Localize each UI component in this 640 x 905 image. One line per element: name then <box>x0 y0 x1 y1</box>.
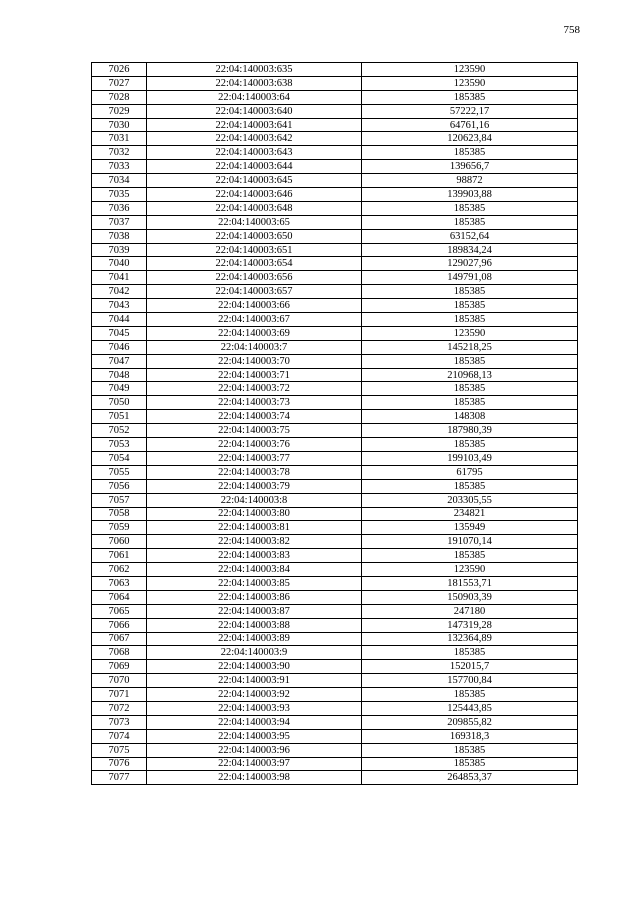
table-row <box>92 715 578 729</box>
row-number-cell: 7057 <box>92 493 147 507</box>
value-cell: 247180 <box>362 604 578 618</box>
cadastral-number-cell: 22:04:140003:69 <box>147 326 362 340</box>
table-row <box>92 215 578 229</box>
value-cell: 264853,37 <box>362 771 578 785</box>
table-row <box>92 521 578 535</box>
row-number-cell: 7063 <box>92 576 147 590</box>
cadastral-number-cell: 22:04:140003:67 <box>147 313 362 327</box>
row-number-cell: 7050 <box>92 396 147 410</box>
table-row <box>92 674 578 688</box>
value-cell: 139656,7 <box>362 160 578 174</box>
value-cell: 149791,08 <box>362 271 578 285</box>
row-number-cell: 7060 <box>92 535 147 549</box>
cadastral-number-cell: 22:04:140003:96 <box>147 743 362 757</box>
value-cell: 185385 <box>362 201 578 215</box>
row-number-cell: 7048 <box>92 368 147 382</box>
row-number-cell: 7070 <box>92 674 147 688</box>
cadastral-number-cell: 22:04:140003:635 <box>147 63 362 77</box>
row-number-cell: 7029 <box>92 104 147 118</box>
cadastral-number-cell: 22:04:140003:78 <box>147 465 362 479</box>
value-cell: 57222,17 <box>362 104 578 118</box>
table-row <box>92 632 578 646</box>
table-row <box>92 743 578 757</box>
row-number-cell: 7051 <box>92 410 147 424</box>
table-row <box>92 340 578 354</box>
row-number-cell: 7056 <box>92 479 147 493</box>
row-number-cell: 7058 <box>92 507 147 521</box>
value-cell: 187980,39 <box>362 424 578 438</box>
table-row <box>92 396 578 410</box>
table-row <box>92 201 578 215</box>
table-row <box>92 63 578 77</box>
value-cell: 98872 <box>362 174 578 188</box>
row-number-cell: 7065 <box>92 604 147 618</box>
cadastral-number-cell: 22:04:140003:79 <box>147 479 362 493</box>
row-number-cell: 7069 <box>92 660 147 674</box>
table-row <box>92 701 578 715</box>
row-number-cell: 7061 <box>92 549 147 563</box>
row-number-cell: 7049 <box>92 382 147 396</box>
cadastral-number-cell: 22:04:140003:95 <box>147 729 362 743</box>
cadastral-number-cell: 22:04:140003:64 <box>147 90 362 104</box>
cadastral-number-cell: 22:04:140003:66 <box>147 299 362 313</box>
row-number-cell: 7068 <box>92 646 147 660</box>
row-number-cell: 7076 <box>92 757 147 771</box>
cadastral-number-cell: 22:04:140003:74 <box>147 410 362 424</box>
value-cell: 185385 <box>362 215 578 229</box>
table-row <box>92 590 578 604</box>
table-row <box>92 146 578 160</box>
value-cell: 203305,55 <box>362 493 578 507</box>
value-cell: 148308 <box>362 410 578 424</box>
cadastral-number-cell: 22:04:140003:77 <box>147 451 362 465</box>
cadastral-number-cell: 22:04:140003:70 <box>147 354 362 368</box>
row-number-cell: 7032 <box>92 146 147 160</box>
row-number-cell: 7047 <box>92 354 147 368</box>
table-row <box>92 243 578 257</box>
table-row <box>92 354 578 368</box>
value-cell: 185385 <box>362 354 578 368</box>
row-number-cell: 7077 <box>92 771 147 785</box>
cadastral-number-cell: 22:04:140003:650 <box>147 229 362 243</box>
value-cell: 123590 <box>362 63 578 77</box>
row-number-cell: 7054 <box>92 451 147 465</box>
cadastral-number-cell: 22:04:140003:88 <box>147 618 362 632</box>
table-row <box>92 618 578 632</box>
table-row <box>92 382 578 396</box>
row-number-cell: 7034 <box>92 174 147 188</box>
cadastral-number-cell: 22:04:140003:72 <box>147 382 362 396</box>
row-number-cell: 7035 <box>92 188 147 202</box>
cadastral-number-cell: 22:04:140003:92 <box>147 688 362 702</box>
cadastral-number-cell: 22:04:140003:89 <box>147 632 362 646</box>
cadastral-number-cell: 22:04:140003:82 <box>147 535 362 549</box>
row-number-cell: 7040 <box>92 257 147 271</box>
cadastral-number-cell: 22:04:140003:71 <box>147 368 362 382</box>
value-cell: 210968,13 <box>362 368 578 382</box>
cadastral-number-cell: 22:04:140003:640 <box>147 104 362 118</box>
value-cell: 185385 <box>362 382 578 396</box>
cadastral-number-cell: 22:04:140003:638 <box>147 76 362 90</box>
value-cell: 123590 <box>362 563 578 577</box>
value-cell: 185385 <box>362 743 578 757</box>
cadastral-number-cell: 22:04:140003:87 <box>147 604 362 618</box>
cadastral-number-cell: 22:04:140003:90 <box>147 660 362 674</box>
row-number-cell: 7044 <box>92 313 147 327</box>
cadastral-number-cell: 22:04:140003:642 <box>147 132 362 146</box>
table-row <box>92 90 578 104</box>
cadastral-number-cell: 22:04:140003:643 <box>147 146 362 160</box>
cadastral-number-cell: 22:04:140003:80 <box>147 507 362 521</box>
cadastral-number-cell: 22:04:140003:73 <box>147 396 362 410</box>
value-cell: 63152,64 <box>362 229 578 243</box>
row-number-cell: 7067 <box>92 632 147 646</box>
row-number-cell: 7038 <box>92 229 147 243</box>
value-cell: 147319,28 <box>362 618 578 632</box>
value-cell: 125443,85 <box>362 701 578 715</box>
cadastral-number-cell: 22:04:140003:654 <box>147 257 362 271</box>
value-cell: 185385 <box>362 299 578 313</box>
value-cell: 185385 <box>362 90 578 104</box>
cadastral-number-cell: 22:04:140003:9 <box>147 646 362 660</box>
table-row <box>92 563 578 577</box>
row-number-cell: 7036 <box>92 201 147 215</box>
cadastral-number-cell: 22:04:140003:641 <box>147 118 362 132</box>
table-row <box>92 132 578 146</box>
table-row <box>92 549 578 563</box>
row-number-cell: 7071 <box>92 688 147 702</box>
cadastral-value-table <box>91 62 578 785</box>
row-number-cell: 7031 <box>92 132 147 146</box>
value-cell: 150903,39 <box>362 590 578 604</box>
cadastral-number-cell: 22:04:140003:645 <box>147 174 362 188</box>
value-cell: 185385 <box>362 646 578 660</box>
value-cell: 185385 <box>362 146 578 160</box>
row-number-cell: 7062 <box>92 563 147 577</box>
page-number: 758 <box>563 24 580 36</box>
row-number-cell: 7045 <box>92 326 147 340</box>
cadastral-number-cell: 22:04:140003:97 <box>147 757 362 771</box>
value-cell: 185385 <box>362 479 578 493</box>
table-row <box>92 757 578 771</box>
value-cell: 185385 <box>362 313 578 327</box>
value-cell: 132364,89 <box>362 632 578 646</box>
value-cell: 189834,24 <box>362 243 578 257</box>
value-cell: 191070,14 <box>362 535 578 549</box>
value-cell: 123590 <box>362 76 578 90</box>
row-number-cell: 7037 <box>92 215 147 229</box>
row-number-cell: 7046 <box>92 340 147 354</box>
row-number-cell: 7028 <box>92 90 147 104</box>
row-number-cell: 7041 <box>92 271 147 285</box>
cadastral-number-cell: 22:04:140003:83 <box>147 549 362 563</box>
table-row <box>92 688 578 702</box>
table-row <box>92 76 578 90</box>
cadastral-number-cell: 22:04:140003:657 <box>147 285 362 299</box>
value-cell: 123590 <box>362 326 578 340</box>
cadastral-number-cell: 22:04:140003:81 <box>147 521 362 535</box>
row-number-cell: 7033 <box>92 160 147 174</box>
value-cell: 152015,7 <box>362 660 578 674</box>
table-row <box>92 424 578 438</box>
row-number-cell: 7053 <box>92 438 147 452</box>
table-row <box>92 576 578 590</box>
value-cell: 61795 <box>362 465 578 479</box>
table-row <box>92 368 578 382</box>
table-row <box>92 285 578 299</box>
table-row <box>92 104 578 118</box>
cadastral-number-cell: 22:04:140003:648 <box>147 201 362 215</box>
row-number-cell: 7075 <box>92 743 147 757</box>
table-row <box>92 438 578 452</box>
value-cell: 139903,88 <box>362 188 578 202</box>
cadastral-number-cell: 22:04:140003:7 <box>147 340 362 354</box>
value-cell: 145218,25 <box>362 340 578 354</box>
row-number-cell: 7055 <box>92 465 147 479</box>
cadastral-number-cell: 22:04:140003:65 <box>147 215 362 229</box>
table-row <box>92 507 578 521</box>
table-row <box>92 313 578 327</box>
table-row <box>92 451 578 465</box>
table-row <box>92 729 578 743</box>
value-cell: 185385 <box>362 396 578 410</box>
value-cell: 181553,71 <box>362 576 578 590</box>
value-cell: 185385 <box>362 285 578 299</box>
cadastral-number-cell: 22:04:140003:646 <box>147 188 362 202</box>
cadastral-number-cell: 22:04:140003:91 <box>147 674 362 688</box>
value-cell: 64761,16 <box>362 118 578 132</box>
value-cell: 185385 <box>362 757 578 771</box>
table-row <box>92 660 578 674</box>
cadastral-number-cell: 22:04:140003:93 <box>147 701 362 715</box>
cadastral-number-cell: 22:04:140003:98 <box>147 771 362 785</box>
table-row <box>92 326 578 340</box>
value-cell: 157700,84 <box>362 674 578 688</box>
row-number-cell: 7064 <box>92 590 147 604</box>
table-body <box>92 63 578 785</box>
row-number-cell: 7052 <box>92 424 147 438</box>
row-number-cell: 7027 <box>92 76 147 90</box>
table-row <box>92 160 578 174</box>
table-row <box>92 535 578 549</box>
table-row <box>92 299 578 313</box>
value-cell: 120623,84 <box>362 132 578 146</box>
value-cell: 185385 <box>362 549 578 563</box>
value-cell: 209855,82 <box>362 715 578 729</box>
row-number-cell: 7030 <box>92 118 147 132</box>
table-row <box>92 174 578 188</box>
value-cell: 135949 <box>362 521 578 535</box>
table-row <box>92 771 578 785</box>
cadastral-number-cell: 22:04:140003:8 <box>147 493 362 507</box>
row-number-cell: 7074 <box>92 729 147 743</box>
table-row <box>92 493 578 507</box>
row-number-cell: 7039 <box>92 243 147 257</box>
row-number-cell: 7072 <box>92 701 147 715</box>
cadastral-number-cell: 22:04:140003:94 <box>147 715 362 729</box>
value-cell: 185385 <box>362 438 578 452</box>
value-cell: 129027,96 <box>362 257 578 271</box>
table-row <box>92 410 578 424</box>
value-cell: 234821 <box>362 507 578 521</box>
table-row <box>92 188 578 202</box>
row-number-cell: 7066 <box>92 618 147 632</box>
value-cell: 199103,49 <box>362 451 578 465</box>
table-row <box>92 229 578 243</box>
table-row <box>92 646 578 660</box>
value-cell: 185385 <box>362 688 578 702</box>
table-row <box>92 479 578 493</box>
cadastral-number-cell: 22:04:140003:644 <box>147 160 362 174</box>
table-row <box>92 271 578 285</box>
row-number-cell: 7059 <box>92 521 147 535</box>
cadastral-number-cell: 22:04:140003:84 <box>147 563 362 577</box>
table-row <box>92 257 578 271</box>
row-number-cell: 7042 <box>92 285 147 299</box>
cadastral-number-cell: 22:04:140003:85 <box>147 576 362 590</box>
row-number-cell: 7026 <box>92 63 147 77</box>
table-row <box>92 465 578 479</box>
cadastral-number-cell: 22:04:140003:656 <box>147 271 362 285</box>
table-row <box>92 604 578 618</box>
cadastral-number-cell: 22:04:140003:86 <box>147 590 362 604</box>
cadastral-number-cell: 22:04:140003:75 <box>147 424 362 438</box>
cadastral-number-cell: 22:04:140003:76 <box>147 438 362 452</box>
row-number-cell: 7043 <box>92 299 147 313</box>
row-number-cell: 7073 <box>92 715 147 729</box>
table-row <box>92 118 578 132</box>
cadastral-number-cell: 22:04:140003:651 <box>147 243 362 257</box>
value-cell: 169318,3 <box>362 729 578 743</box>
